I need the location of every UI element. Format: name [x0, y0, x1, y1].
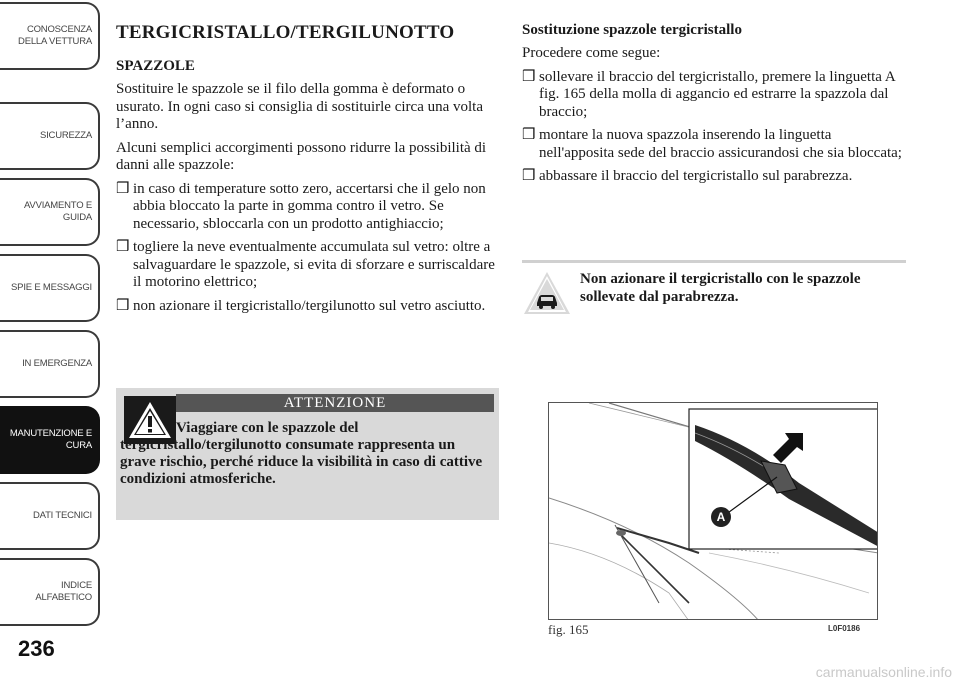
tab-label: INDICE ALFABETICO [35, 580, 92, 603]
checkbox-bullet-icon: ❒ [116, 180, 130, 197]
warning-box [116, 388, 499, 520]
caution-car-icon [522, 270, 572, 316]
paragraph: Sostituire le spazzole se il filo della gomma è deformato o usurato. In ogni caso si consiglia di sostituirle circa una volta l’anno. [116, 81, 484, 132]
paragraph: Procedere come segue: [522, 45, 661, 61]
tab-conoscenza-della-vettura[interactable] [0, 2, 100, 70]
caution-text: Non azionare il tergicristallo con le spazzole sollevate dal parabrezza. [580, 271, 861, 305]
warning-text: Viaggiare con le spazzole del tergicristallo/tergilunotto consumate rappresenta un grave rischio, perché riduce la visibilità in caso di cattive condizioni atmosferiche. [120, 420, 483, 487]
tab-indice-alfabetico[interactable] [0, 558, 100, 626]
figure-caption: fig. 165 [548, 622, 589, 637]
checkbox-bullet-icon: ❒ [522, 168, 536, 184]
list-item: ❒ sollevare il braccio del tergicristallo, premere la linguetta A fig. 165 della molla di aggancio ed estrarre la spazzola dal braccio; [522, 68, 895, 120]
checkbox-bullet-icon: ❒ [116, 297, 130, 314]
wiper-blade-figure [548, 402, 878, 620]
checkbox-bullet-icon: ❒ [522, 127, 536, 143]
chapter-tabs [0, 0, 100, 640]
warning-heading: ATTENZIONE [176, 394, 494, 412]
tab-label: SPIE E MESSAGGI [11, 282, 92, 293]
right-column [522, 22, 906, 192]
tab-avviamento-e-guida[interactable] [0, 178, 100, 246]
list-item: ❒ montare la nuova spazzola inserendo la linguetta nell'apposita sede del braccio assicurandosi che sia bloccata; [522, 127, 902, 161]
tab-in-emergenza[interactable] [0, 330, 100, 398]
list-item: ❒ in caso di temperature sotto zero, accertarsi che il gelo non abbia bloccato la parte in gomma contro il vetro. Se necessario, sbloccarla con un prodotto antighiaccio; [116, 180, 486, 232]
section-subtitle: SPAZZOLE [116, 58, 195, 74]
tab-manutenzione-e-cura[interactable] [0, 406, 100, 474]
tab-spie-e-messaggi[interactable] [0, 254, 100, 322]
tab-label: CONOSCENZA DELLA VETTURA [18, 24, 92, 47]
left-column [116, 22, 500, 321]
tab-label: IN EMERGENZA [22, 358, 92, 369]
page-number: 236 [18, 636, 55, 661]
list-item: ❒ non azionare il tergicristallo/tergilunotto sul vetro asciutto. [116, 297, 486, 314]
list-item: ❒ togliere la neve eventualmente accumulata sul vetro: oltre a salvaguardare le spazzole, si evita di sforzare e surriscaldare il motorino elettrico; [116, 239, 495, 290]
tab-dati-tecnici[interactable] [0, 482, 100, 550]
checkbox-bullet-icon: ❒ [522, 68, 536, 85]
section-title: TERGICRISTALLO/TERGILUNOTTO [116, 22, 455, 43]
tab-sicurezza[interactable] [0, 102, 100, 170]
tab-label: AVVIAMENTO E GUIDA [24, 200, 92, 223]
section-subtitle: Sostituzione spazzole tergicristallo [522, 22, 742, 38]
tab-label: MANUTENZIONE E CURA [9, 428, 92, 451]
divider [522, 260, 906, 263]
tab-label: DATI TECNICI [32, 510, 92, 521]
watermark: carmanualsonline.info [815, 664, 952, 680]
paragraph: Alcuni semplici accorgimenti possono ridurre la possibilità di danni alle spazzole: [116, 139, 487, 173]
tab-label: SICUREZZA [39, 130, 92, 141]
checkbox-bullet-icon: ❒ [116, 239, 130, 255]
callout-a-badge: A [711, 507, 731, 527]
figure-code: L0F0186 [828, 624, 861, 633]
list-item: ❒ abbassare il braccio del tergicristallo sul parabrezza. [522, 168, 853, 184]
